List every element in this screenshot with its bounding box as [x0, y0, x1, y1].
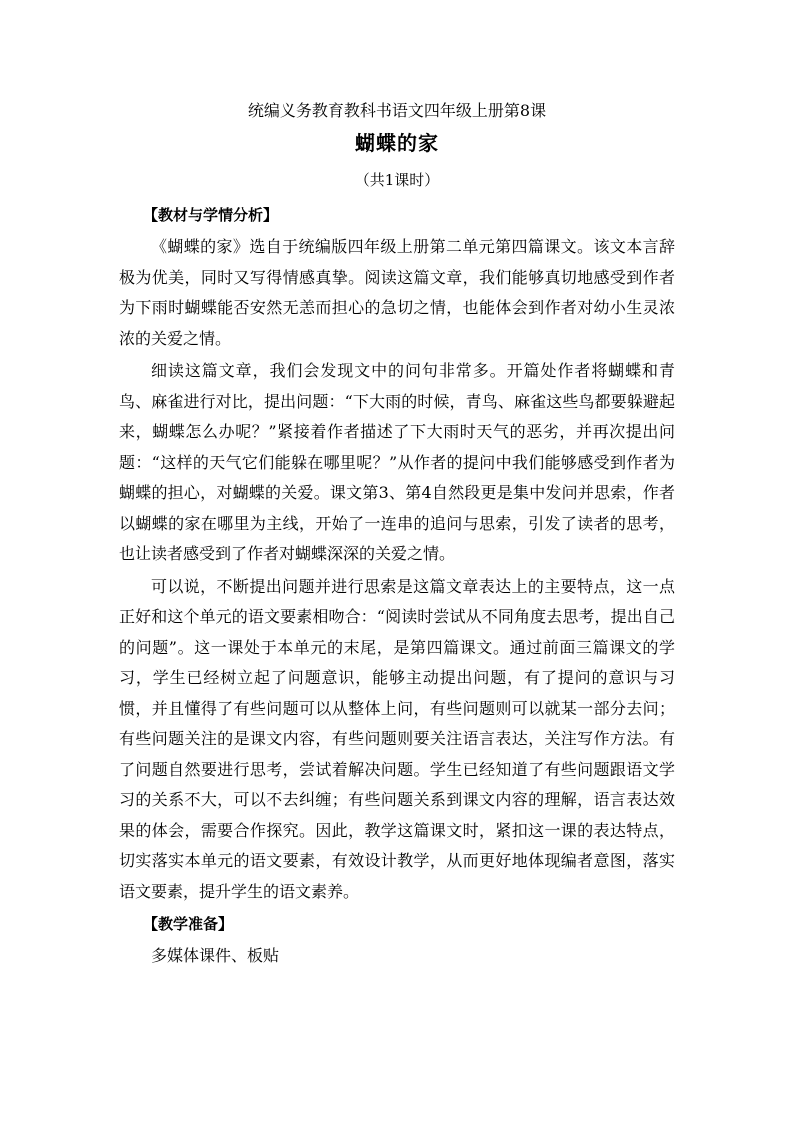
section-heading-preparation: 【教学准备】: [143, 915, 234, 933]
section-heading-analysis: 【教材与学情分析】: [143, 206, 279, 224]
analysis-paragraph-1: 《蝴蝶的家》选自于统编版四年级上册第二单元第四篇课文。该文本言辞极为优美，同时又写得情感真挚。阅读这篇文章，我们能够真切地感受到作者为下雨时蝴蝶能否安然无恙而担心的急切之情，也能体会到作者对幼小生灵浓浓的关爱之情。: [119, 237, 675, 348]
document-body: [119, 96, 675, 973]
section-preparation: [119, 909, 675, 971]
lesson-title: 蝴蝶的家: [355, 131, 439, 155]
analysis-paragraph-3: 可以说，不断提出问题并进行思索是这篇文章表达上的主要特点，这一点正好和这个单元的语文要素相吻合：“阅读时尝试从不同角度去思考，提出自己的问题”。这一课处于本单元的末尾，是第四篇课文。通过前面三篇课文的学习，学生已经树立起了问题意识，能够主动提出问题，有了提问的意识与习惯，并且懂得了有些问题可以从整体上问，有些问题则可以就某一部分去问；有些问题关注的是课文内容，有些问题则要关注语言表达，关注写作方法。有了问题自然要进行思考，尝试着解决问题。学生已经知道了有些问题跟语文学习的关系不大，可以不去纠缠；有些问题关系到课文内容的理解，语言表达效果的体会，需要合作探究。因此，教学这篇课文时，紧扣这一课的表达特点，切实落实本单元的语文要素，有效设计教学，从而更好地体现编者意图，落实语文要素，提升学生的语文素养。: [119, 576, 675, 901]
lesson-period: （共1课时）: [354, 171, 440, 189]
analysis-paragraph-2: 细读这篇文章，我们会发现文中的问句非常多。开篇处作者将蝴蝶和青鸟、麻雀进行对比，提出问题：“下大雨的时候，青鸟、麻雀这些鸟都要躲避起来，蝴蝶怎么办呢？”紧接着作者描述了下大雨时天气的恶劣，并再次提出问题：“这样的天气它们能躲在哪里呢？”从作者的提问中我们能够感受到作者为蝴蝶的担心，对蝴蝶的关爱。课文第3、第4自然段更是集中发问并思索，作者以蝴蝶的家在哪里为主线，开始了一连串的追问与思索，引发了读者的思考，也让读者感受到了作者对蝴蝶深深的关爱之情。: [119, 361, 675, 563]
section-analysis: [119, 200, 675, 907]
preparation-paragraph: 多媒体课件、板贴: [151, 946, 280, 965]
lesson-header: 统编义务教育教科书语文四年级上册第8课: [247, 101, 547, 120]
